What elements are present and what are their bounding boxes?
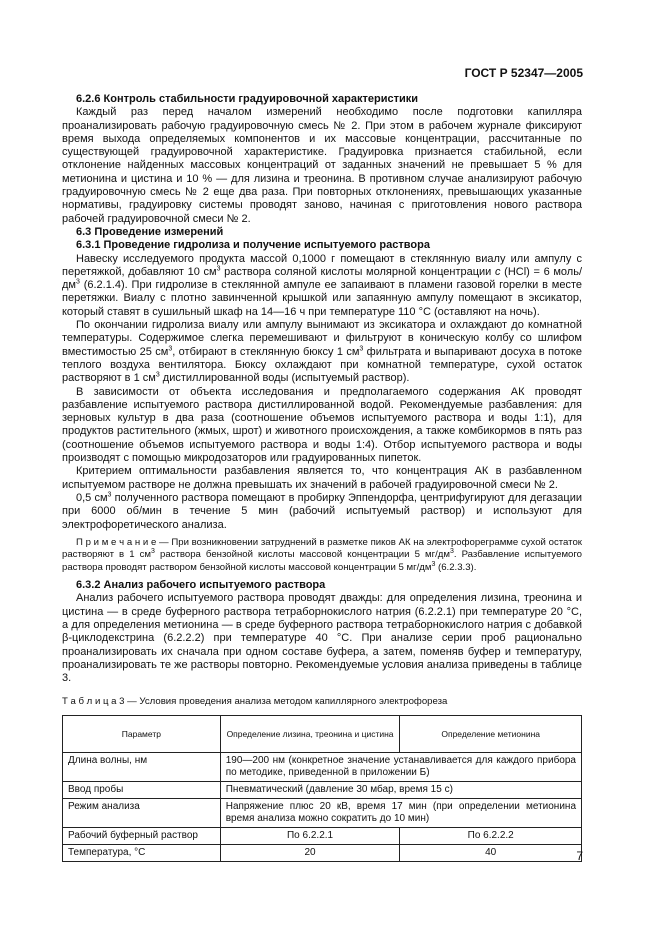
table-cell: Напряжение плюс 20 кВ, время 17 мин (при определении метионина время анализа можно сократить до 10 мин)	[220, 798, 581, 827]
table-header-cell: Определение лизина, треонина и цистина	[220, 715, 400, 752]
paragraph-analysis: Анализ рабочего испытуемого раствора проводят дважды: для определения лизина, треонина и цистина — в среде буферного раствора тетраборнокислого натрия (6.2.2.1) при температуре 20 °С, а для определения метионина — в среде буферного раствора тетраборнокислого натрия с добавкой β-циклодекстрина (6.2.2.2) при температуре 40 °С. При анализе серии проб рационально проанализировать их сначала при одном составе буфера, а затем, поменяв буфер и температуру, проанализировать те же растворы повторно. Рекомендуемые условия анализа приведены в таблице 3.	[62, 592, 582, 685]
table-cell: Режим анализа	[63, 798, 221, 827]
document-header: ГОСТ Р 52347—2005	[464, 66, 583, 80]
section-6-3-1-heading: 6.3.1 Проведение гидролиза и получение испытуемого раствора	[76, 239, 430, 252]
page-content	[62, 93, 582, 862]
table-header-cell: Определение метионина	[400, 715, 582, 752]
table-row	[63, 844, 582, 861]
table-cell: Температура, °С	[63, 844, 221, 861]
table-row	[63, 798, 582, 827]
paragraph-eppendorf: 0,5 $см^3$ полученного раствора помещают в пробирку Эппендорфа, центрифугируют для дегазации при 6000 об/мин в течение 5 мин (рабочий испытуемый раствор) и используют для электрофоретического анализа.	[62, 491, 582, 531]
paragraph-hydrolysis: Навеску исследуемого продукта массой 0,1000 г помещают в стеклянную виалу или ампулу с перетяжкой, добавляют 10 $см^3$ раствора соляной кислоты молярной концентрации c (HCl) = 6 моль/$дм^3$ (6.2.1.4). При гидролизе в стеклянной ампуле ее запаивают в пламени газовой горелки в месте перетяжки. Виалу с плотно завинченной крышкой или запаянную ампулу помещают в эксикатор, который ставят в сушильный шкаф на 14—16 ч при температуре 110 °С (оставляют на ночь).	[62, 252, 583, 318]
paragraph-after-hydrolysis: По окончании гидролиза виалу или ампулу вынимают из эксикатора и охлаждают до комнатной температуры. Содержимое слегка перемешивают и фильтруют в коническую колбу со шлифом вместимостью 25 $см^3$, отбирают в стеклянную бюксу 1 $см^3$ фильтрата и выпаривают досуха в потоке теплого воздуха вентилятора. Бюксу охлаждают при комнатной температуре, сухой остаток растворяют в 1 $см^3$ дистиллированной воды (испытуемый раствор).	[62, 319, 582, 385]
table-row	[63, 781, 582, 798]
table-row	[63, 827, 582, 844]
table-cell: По 6.2.2.2	[400, 827, 582, 844]
table-caption: Т а б л и ц а 3 — Условия проведения анализа методом капиллярного электрофореза	[62, 696, 448, 708]
section-6-3-heading: 6.3 Проведение измерений	[76, 225, 224, 238]
table-cell: 190—200 нм (конкретное значение устанавливается для каждого прибора по методике, приведенной в приложении Б)	[220, 752, 581, 781]
table-cell: Длина волны, нм	[63, 752, 221, 781]
section-6-2-6-heading: 6.2.6 Контроль стабильности градуировочной характеристики	[76, 93, 419, 105]
section-6-3-2-heading: 6.3.2 Анализ рабочего испытуемого раствора	[76, 579, 326, 592]
table-cell: Ввод пробы	[63, 781, 221, 798]
table-cell: 20	[220, 844, 400, 861]
paragraph-calibration-check: Каждый раз перед началом измерений необходимо после подготовки капилляра проанализировать рабочую градуировочную смесь № 2. При этом в рабочем журнале фиксируют время выхода определяемых компонентов и их массовые концентрации, рассчитанные по существующей градуировочной характеристике. Градуировка признается стабильной, если отклонение найденных массовых концентраций от заданных значений не превышает 5 % для метионина и цистина и 10 % — для лизина и треонина. В противном случае анализируют рабочую градуировочную смесь № 2 еще два раза. При повторных отклонениях, превышающих указанные нормативы, градуировку системы проводят заново, начиная с приготовления нового раствора рабочей градуировочной смеси № 2.	[62, 106, 582, 225]
table-cell: По 6.2.2.1	[220, 827, 400, 844]
table-cell: Рабочий буферный раствор	[63, 827, 221, 844]
table-cell: 40	[400, 844, 582, 861]
note-block: П р и м е ч а н и е — При возникновении затруднений в разметке пиков АК на электрофореграмме сухой остаток растворяют в 1 $см^3$ раствора бензойной кислоты массовой концентрации 5 $мг/дм^3$. Разбавление испытуемого раствора проводят раствором бензойной кислоты массовой концентрации 5 $мг/дм^3$ (6.2.3.3).	[62, 536, 583, 573]
paragraph-dilution-criterion: Критерием оптимальности разбавления является то, что концентрация АК в разбавленном испытуемом растворе не должна превышать их значений в рабочей градуировочной смеси № 2.	[62, 465, 582, 491]
table-row	[63, 752, 582, 781]
page-number: 7	[576, 849, 583, 863]
paragraph-dilution: В зависимости от объекта исследования и предполагаемого содержания АК проводят разбавление испытуемого раствора дистиллированной водой. Рекомендуемые разбавления: для зерновых культур в два раза (соотношение объемов испытуемого раствора и воды 1:1), для продуктов растительного (жмых, шрот) и животного происхождения, а также комбикормов в пять раз (соотношение объемов испытуемого раствора и воды 1:4). Отбор испытуемого раствора и воды производят с помощью микродозаторов или градуированных пипеток.	[62, 385, 582, 465]
table-header-cell: Параметр	[63, 715, 221, 752]
conditions-table	[62, 715, 582, 862]
table-cell: Пневматический (давление 30 мбар, время 15 с)	[220, 781, 581, 798]
table-header-row	[63, 715, 582, 752]
